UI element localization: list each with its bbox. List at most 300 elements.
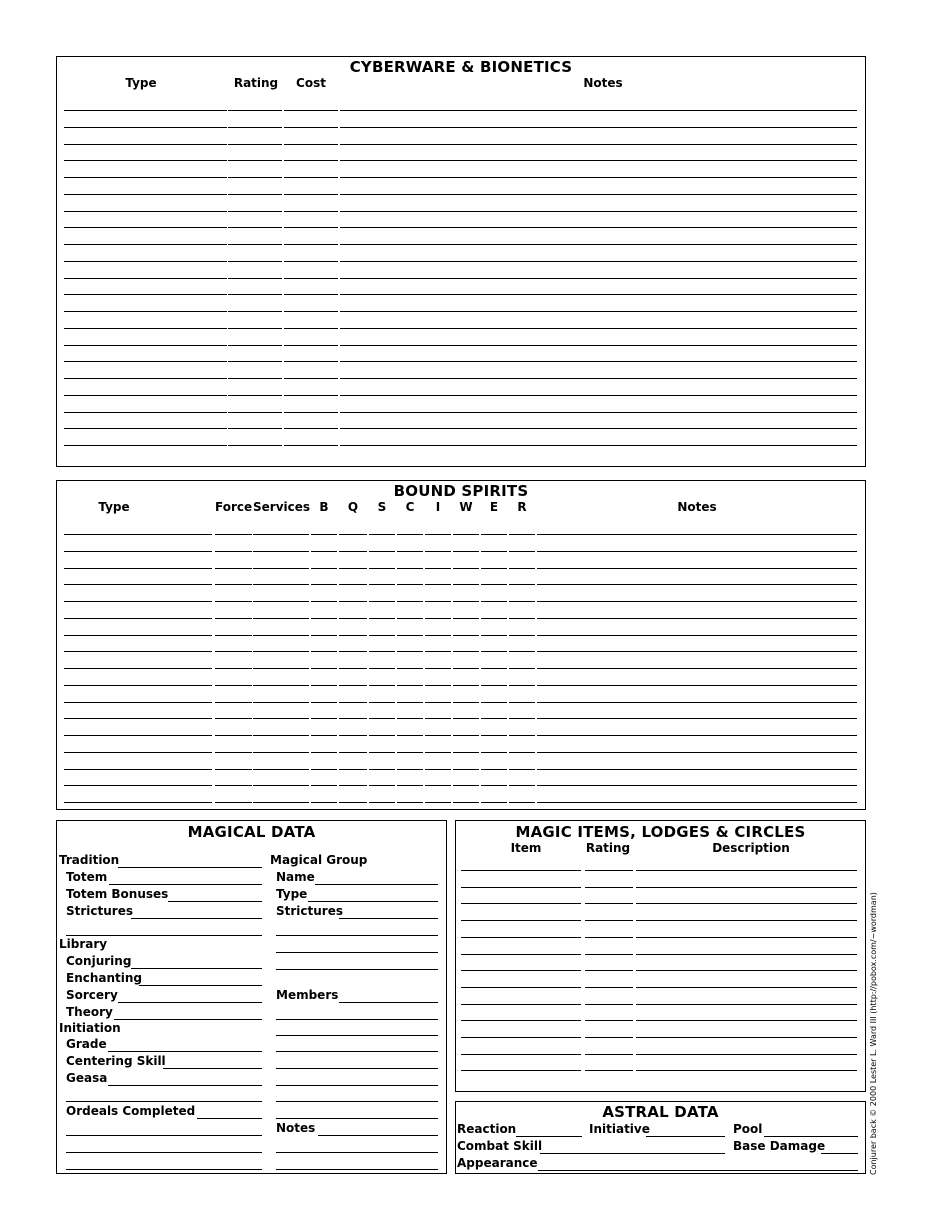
cyberware-notes-cell[interactable]	[340, 294, 857, 295]
spirits-e-cell[interactable]	[481, 752, 507, 753]
spirits-q-cell[interactable]	[339, 534, 367, 535]
items-description-cell[interactable]	[636, 870, 857, 871]
items-item-cell[interactable]	[461, 1037, 581, 1038]
cyberware-cost-cell[interactable]	[284, 127, 338, 128]
spirits-services-cell[interactable]	[253, 718, 309, 719]
spirits-e-cell[interactable]	[481, 718, 507, 719]
spirits-q-cell[interactable]	[339, 685, 367, 686]
spirits-w-cell[interactable]	[453, 735, 479, 736]
spirits-i-cell[interactable]	[425, 668, 451, 669]
spirits-i-cell[interactable]	[425, 584, 451, 585]
spirits-e-cell[interactable]	[481, 568, 507, 569]
items-item-cell[interactable]	[461, 937, 581, 938]
spirits-r-cell[interactable]	[509, 534, 535, 535]
spirits-services-cell[interactable]	[253, 702, 309, 703]
spirits-q-cell[interactable]	[339, 785, 367, 786]
spirits-q-cell[interactable]	[339, 635, 367, 636]
cyberware-notes-cell[interactable]	[340, 160, 857, 161]
spirits-w-cell[interactable]	[453, 584, 479, 585]
spirits-w-cell[interactable]	[453, 568, 479, 569]
cyberware-type-cell[interactable]	[64, 378, 227, 379]
cyberware-notes-cell[interactable]	[340, 110, 857, 111]
spirits-type-cell[interactable]	[64, 568, 212, 569]
spirits-r-cell[interactable]	[509, 685, 535, 686]
cyberware-cost-cell[interactable]	[284, 177, 338, 178]
items-description-cell[interactable]	[636, 1020, 857, 1021]
spirits-type-cell[interactable]	[64, 584, 212, 585]
cyberware-rating-cell[interactable]	[228, 311, 282, 312]
spirits-w-cell[interactable]	[453, 635, 479, 636]
spirits-r-cell[interactable]	[509, 718, 535, 719]
cyberware-notes-cell[interactable]	[340, 177, 857, 178]
spirits-q-cell[interactable]	[339, 752, 367, 753]
members-field[interactable]	[339, 1002, 438, 1003]
spirits-b-cell[interactable]	[311, 802, 337, 803]
spirits-b-cell[interactable]	[311, 601, 337, 602]
spirits-q-cell[interactable]	[339, 668, 367, 669]
initiative-field[interactable]	[646, 1136, 725, 1137]
cyberware-cost-cell[interactable]	[284, 278, 338, 279]
cyberware-type-cell[interactable]	[64, 412, 227, 413]
spirits-e-cell[interactable]	[481, 735, 507, 736]
spirits-s-cell[interactable]	[369, 534, 395, 535]
spirits-notes-cell[interactable]	[537, 635, 857, 636]
cyberware-rating-cell[interactable]	[228, 227, 282, 228]
spirits-q-cell[interactable]	[339, 702, 367, 703]
items-description-cell[interactable]	[636, 903, 857, 904]
spirits-c-cell[interactable]	[397, 785, 423, 786]
cyberware-type-cell[interactable]	[64, 328, 227, 329]
cyberware-rating-cell[interactable]	[228, 144, 282, 145]
spirits-services-cell[interactable]	[253, 668, 309, 669]
spirits-c-cell[interactable]	[397, 601, 423, 602]
spirits-c-cell[interactable]	[397, 568, 423, 569]
cyberware-cost-cell[interactable]	[284, 445, 338, 446]
members-extra-line[interactable]	[276, 1101, 438, 1102]
spirits-w-cell[interactable]	[453, 618, 479, 619]
cyberware-rating-cell[interactable]	[228, 345, 282, 346]
spirits-w-cell[interactable]	[453, 601, 479, 602]
items-item-cell[interactable]	[461, 1020, 581, 1021]
spirits-c-cell[interactable]	[397, 702, 423, 703]
group-strictures-extra-line[interactable]	[276, 952, 438, 953]
spirits-type-cell[interactable]	[64, 618, 212, 619]
cyberware-notes-cell[interactable]	[340, 211, 857, 212]
spirits-c-cell[interactable]	[397, 668, 423, 669]
spirits-b-cell[interactable]	[311, 534, 337, 535]
spirits-i-cell[interactable]	[425, 551, 451, 552]
items-description-cell[interactable]	[636, 920, 857, 921]
spirits-force-cell[interactable]	[215, 752, 252, 753]
spirits-q-cell[interactable]	[339, 568, 367, 569]
spirits-s-cell[interactable]	[369, 551, 395, 552]
reaction-field[interactable]	[516, 1136, 582, 1137]
spirits-c-cell[interactable]	[397, 802, 423, 803]
items-rating-cell[interactable]	[585, 870, 633, 871]
group-type-field[interactable]	[308, 901, 438, 902]
cyberware-rating-cell[interactable]	[228, 294, 282, 295]
spirits-force-cell[interactable]	[215, 618, 252, 619]
spirits-type-cell[interactable]	[64, 735, 212, 736]
spirits-i-cell[interactable]	[425, 802, 451, 803]
spirits-b-cell[interactable]	[311, 752, 337, 753]
members-extra-line[interactable]	[276, 1085, 438, 1086]
spirits-r-cell[interactable]	[509, 651, 535, 652]
ordeals-field-extra-1[interactable]	[66, 1135, 262, 1136]
spirits-c-cell[interactable]	[397, 735, 423, 736]
spirits-i-cell[interactable]	[425, 635, 451, 636]
cyberware-type-cell[interactable]	[64, 361, 227, 362]
items-item-cell[interactable]	[461, 1004, 581, 1005]
cyberware-cost-cell[interactable]	[284, 194, 338, 195]
spirits-s-cell[interactable]	[369, 735, 395, 736]
spirits-c-cell[interactable]	[397, 718, 423, 719]
cyberware-cost-cell[interactable]	[284, 361, 338, 362]
strictures-field-extra[interactable]	[66, 935, 262, 936]
ordeals-field[interactable]	[197, 1118, 262, 1119]
spirits-r-cell[interactable]	[509, 752, 535, 753]
spirits-e-cell[interactable]	[481, 584, 507, 585]
spirits-type-cell[interactable]	[64, 635, 212, 636]
spirits-q-cell[interactable]	[339, 718, 367, 719]
items-rating-cell[interactable]	[585, 1054, 633, 1055]
cyberware-type-cell[interactable]	[64, 144, 227, 145]
cyberware-cost-cell[interactable]	[284, 144, 338, 145]
spirits-s-cell[interactable]	[369, 785, 395, 786]
items-rating-cell[interactable]	[585, 903, 633, 904]
items-rating-cell[interactable]	[585, 970, 633, 971]
spirits-notes-cell[interactable]	[537, 769, 857, 770]
cyberware-type-cell[interactable]	[64, 294, 227, 295]
cyberware-notes-cell[interactable]	[340, 261, 857, 262]
spirits-notes-cell[interactable]	[537, 534, 857, 535]
spirits-services-cell[interactable]	[253, 785, 309, 786]
spirits-c-cell[interactable]	[397, 534, 423, 535]
spirits-services-cell[interactable]	[253, 568, 309, 569]
spirits-services-cell[interactable]	[253, 752, 309, 753]
spirits-notes-cell[interactable]	[537, 584, 857, 585]
spirits-c-cell[interactable]	[397, 769, 423, 770]
base-damage-field[interactable]	[821, 1153, 858, 1154]
items-item-cell[interactable]	[461, 903, 581, 904]
spirits-i-cell[interactable]	[425, 534, 451, 535]
items-rating-cell[interactable]	[585, 954, 633, 955]
spirits-s-cell[interactable]	[369, 618, 395, 619]
group-notes-field[interactable]	[318, 1135, 438, 1136]
cyberware-type-cell[interactable]	[64, 160, 227, 161]
items-description-cell[interactable]	[636, 987, 857, 988]
spirits-i-cell[interactable]	[425, 785, 451, 786]
theory-field[interactable]	[114, 1019, 262, 1020]
spirits-force-cell[interactable]	[215, 785, 252, 786]
cyberware-cost-cell[interactable]	[284, 211, 338, 212]
cyberware-type-cell[interactable]	[64, 278, 227, 279]
spirits-q-cell[interactable]	[339, 735, 367, 736]
spirits-services-cell[interactable]	[253, 685, 309, 686]
cyberware-notes-cell[interactable]	[340, 395, 857, 396]
spirits-r-cell[interactable]	[509, 635, 535, 636]
centering-field[interactable]	[163, 1068, 262, 1069]
items-rating-cell[interactable]	[585, 1004, 633, 1005]
cyberware-rating-cell[interactable]	[228, 160, 282, 161]
cyberware-type-cell[interactable]	[64, 261, 227, 262]
spirits-services-cell[interactable]	[253, 551, 309, 552]
items-item-cell[interactable]	[461, 970, 581, 971]
cyberware-type-cell[interactable]	[64, 445, 227, 446]
items-rating-cell[interactable]	[585, 887, 633, 888]
spirits-c-cell[interactable]	[397, 635, 423, 636]
spirits-w-cell[interactable]	[453, 534, 479, 535]
cyberware-type-cell[interactable]	[64, 428, 227, 429]
spirits-force-cell[interactable]	[215, 735, 252, 736]
items-item-cell[interactable]	[461, 987, 581, 988]
spirits-notes-cell[interactable]	[537, 735, 857, 736]
spirits-type-cell[interactable]	[64, 702, 212, 703]
spirits-s-cell[interactable]	[369, 635, 395, 636]
spirits-b-cell[interactable]	[311, 735, 337, 736]
spirits-notes-cell[interactable]	[537, 685, 857, 686]
items-item-cell[interactable]	[461, 870, 581, 871]
spirits-r-cell[interactable]	[509, 601, 535, 602]
spirits-s-cell[interactable]	[369, 651, 395, 652]
cyberware-cost-cell[interactable]	[284, 110, 338, 111]
spirits-w-cell[interactable]	[453, 785, 479, 786]
spirits-force-cell[interactable]	[215, 551, 252, 552]
cyberware-rating-cell[interactable]	[228, 361, 282, 362]
cyberware-rating-cell[interactable]	[228, 211, 282, 212]
spirits-c-cell[interactable]	[397, 651, 423, 652]
spirits-q-cell[interactable]	[339, 802, 367, 803]
spirits-w-cell[interactable]	[453, 769, 479, 770]
spirits-notes-cell[interactable]	[537, 718, 857, 719]
spirits-b-cell[interactable]	[311, 568, 337, 569]
cyberware-rating-cell[interactable]	[228, 428, 282, 429]
spirits-r-cell[interactable]	[509, 702, 535, 703]
cyberware-rating-cell[interactable]	[228, 127, 282, 128]
items-description-cell[interactable]	[636, 970, 857, 971]
spirits-force-cell[interactable]	[215, 718, 252, 719]
cyberware-cost-cell[interactable]	[284, 261, 338, 262]
spirits-r-cell[interactable]	[509, 618, 535, 619]
spirits-type-cell[interactable]	[64, 752, 212, 753]
pool-field[interactable]	[764, 1136, 858, 1137]
spirits-e-cell[interactable]	[481, 651, 507, 652]
cyberware-type-cell[interactable]	[64, 311, 227, 312]
cyberware-rating-cell[interactable]	[228, 378, 282, 379]
spirits-notes-cell[interactable]	[537, 752, 857, 753]
spirits-r-cell[interactable]	[509, 785, 535, 786]
items-description-cell[interactable]	[636, 937, 857, 938]
spirits-notes-cell[interactable]	[537, 601, 857, 602]
spirits-c-cell[interactable]	[397, 685, 423, 686]
spirits-b-cell[interactable]	[311, 718, 337, 719]
cyberware-notes-cell[interactable]	[340, 311, 857, 312]
spirits-q-cell[interactable]	[339, 601, 367, 602]
spirits-i-cell[interactable]	[425, 718, 451, 719]
cyberware-notes-cell[interactable]	[340, 361, 857, 362]
spirits-force-cell[interactable]	[215, 568, 252, 569]
spirits-w-cell[interactable]	[453, 802, 479, 803]
spirits-i-cell[interactable]	[425, 752, 451, 753]
cyberware-notes-cell[interactable]	[340, 378, 857, 379]
spirits-notes-cell[interactable]	[537, 551, 857, 552]
cyberware-cost-cell[interactable]	[284, 428, 338, 429]
spirits-force-cell[interactable]	[215, 635, 252, 636]
spirits-i-cell[interactable]	[425, 601, 451, 602]
conjuring-field[interactable]	[131, 968, 262, 969]
items-rating-cell[interactable]	[585, 1037, 633, 1038]
items-item-cell[interactable]	[461, 920, 581, 921]
cyberware-rating-cell[interactable]	[228, 395, 282, 396]
items-item-cell[interactable]	[461, 887, 581, 888]
sorcery-field[interactable]	[118, 1002, 262, 1003]
group-notes-extra-2[interactable]	[276, 1169, 438, 1170]
spirits-s-cell[interactable]	[369, 752, 395, 753]
spirits-services-cell[interactable]	[253, 601, 309, 602]
spirits-e-cell[interactable]	[481, 635, 507, 636]
members-extra-line[interactable]	[276, 1019, 438, 1020]
cyberware-notes-cell[interactable]	[340, 144, 857, 145]
cyberware-notes-cell[interactable]	[340, 412, 857, 413]
cyberware-type-cell[interactable]	[64, 244, 227, 245]
totem-bonuses-field[interactable]	[168, 901, 262, 902]
members-extra-line[interactable]	[276, 1051, 438, 1052]
spirits-r-cell[interactable]	[509, 568, 535, 569]
spirits-s-cell[interactable]	[369, 702, 395, 703]
combat-skill-field[interactable]	[540, 1153, 725, 1154]
spirits-e-cell[interactable]	[481, 618, 507, 619]
spirits-c-cell[interactable]	[397, 752, 423, 753]
spirits-services-cell[interactable]	[253, 769, 309, 770]
members-extra-line[interactable]	[276, 1035, 438, 1036]
spirits-e-cell[interactable]	[481, 601, 507, 602]
spirits-i-cell[interactable]	[425, 769, 451, 770]
cyberware-cost-cell[interactable]	[284, 328, 338, 329]
spirits-notes-cell[interactable]	[537, 568, 857, 569]
items-item-cell[interactable]	[461, 1070, 581, 1071]
cyberware-type-cell[interactable]	[64, 345, 227, 346]
cyberware-type-cell[interactable]	[64, 395, 227, 396]
items-description-cell[interactable]	[636, 1054, 857, 1055]
spirits-r-cell[interactable]	[509, 584, 535, 585]
cyberware-cost-cell[interactable]	[284, 294, 338, 295]
spirits-notes-cell[interactable]	[537, 668, 857, 669]
spirits-q-cell[interactable]	[339, 584, 367, 585]
grade-field[interactable]	[108, 1051, 262, 1052]
spirits-type-cell[interactable]	[64, 718, 212, 719]
cyberware-type-cell[interactable]	[64, 110, 227, 111]
spirits-s-cell[interactable]	[369, 718, 395, 719]
spirits-type-cell[interactable]	[64, 668, 212, 669]
spirits-type-cell[interactable]	[64, 685, 212, 686]
geasa-field-extra[interactable]	[66, 1101, 262, 1102]
spirits-b-cell[interactable]	[311, 785, 337, 786]
items-description-cell[interactable]	[636, 1004, 857, 1005]
spirits-e-cell[interactable]	[481, 551, 507, 552]
spirits-q-cell[interactable]	[339, 551, 367, 552]
spirits-force-cell[interactable]	[215, 584, 252, 585]
group-notes-extra-1[interactable]	[276, 1152, 438, 1153]
cyberware-cost-cell[interactable]	[284, 345, 338, 346]
spirits-s-cell[interactable]	[369, 668, 395, 669]
spirits-services-cell[interactable]	[253, 618, 309, 619]
spirits-e-cell[interactable]	[481, 802, 507, 803]
items-rating-cell[interactable]	[585, 987, 633, 988]
cyberware-notes-cell[interactable]	[340, 328, 857, 329]
enchanting-field[interactable]	[139, 985, 262, 986]
spirits-i-cell[interactable]	[425, 651, 451, 652]
appearance-field[interactable]	[538, 1170, 858, 1171]
spirits-type-cell[interactable]	[64, 534, 212, 535]
spirits-w-cell[interactable]	[453, 752, 479, 753]
spirits-services-cell[interactable]	[253, 735, 309, 736]
spirits-i-cell[interactable]	[425, 568, 451, 569]
spirits-c-cell[interactable]	[397, 551, 423, 552]
cyberware-rating-cell[interactable]	[228, 261, 282, 262]
cyberware-rating-cell[interactable]	[228, 177, 282, 178]
spirits-w-cell[interactable]	[453, 685, 479, 686]
spirits-e-cell[interactable]	[481, 702, 507, 703]
spirits-notes-cell[interactable]	[537, 702, 857, 703]
spirits-b-cell[interactable]	[311, 651, 337, 652]
geasa-field[interactable]	[108, 1085, 262, 1086]
cyberware-notes-cell[interactable]	[340, 428, 857, 429]
spirits-notes-cell[interactable]	[537, 651, 857, 652]
spirits-b-cell[interactable]	[311, 668, 337, 669]
cyberware-cost-cell[interactable]	[284, 395, 338, 396]
cyberware-notes-cell[interactable]	[340, 278, 857, 279]
spirits-notes-cell[interactable]	[537, 802, 857, 803]
spirits-notes-cell[interactable]	[537, 618, 857, 619]
ordeals-field-extra-2[interactable]	[66, 1152, 262, 1153]
spirits-force-cell[interactable]	[215, 802, 252, 803]
cyberware-cost-cell[interactable]	[284, 412, 338, 413]
spirits-type-cell[interactable]	[64, 551, 212, 552]
cyberware-rating-cell[interactable]	[228, 244, 282, 245]
cyberware-type-cell[interactable]	[64, 127, 227, 128]
spirits-type-cell[interactable]	[64, 785, 212, 786]
spirits-services-cell[interactable]	[253, 802, 309, 803]
cyberware-cost-cell[interactable]	[284, 378, 338, 379]
group-name-field[interactable]	[315, 884, 438, 885]
spirits-s-cell[interactable]	[369, 584, 395, 585]
cyberware-rating-cell[interactable]	[228, 412, 282, 413]
cyberware-cost-cell[interactable]	[284, 244, 338, 245]
cyberware-type-cell[interactable]	[64, 227, 227, 228]
spirits-w-cell[interactable]	[453, 702, 479, 703]
spirits-services-cell[interactable]	[253, 651, 309, 652]
spirits-e-cell[interactable]	[481, 785, 507, 786]
members-extra-line[interactable]	[276, 1068, 438, 1069]
items-rating-cell[interactable]	[585, 1070, 633, 1071]
spirits-r-cell[interactable]	[509, 668, 535, 669]
spirits-services-cell[interactable]	[253, 635, 309, 636]
spirits-r-cell[interactable]	[509, 769, 535, 770]
cyberware-notes-cell[interactable]	[340, 127, 857, 128]
spirits-i-cell[interactable]	[425, 735, 451, 736]
cyberware-notes-cell[interactable]	[340, 244, 857, 245]
items-description-cell[interactable]	[636, 887, 857, 888]
spirits-force-cell[interactable]	[215, 534, 252, 535]
spirits-services-cell[interactable]	[253, 534, 309, 535]
cyberware-rating-cell[interactable]	[228, 194, 282, 195]
cyberware-cost-cell[interactable]	[284, 160, 338, 161]
spirits-i-cell[interactable]	[425, 685, 451, 686]
items-description-cell[interactable]	[636, 954, 857, 955]
spirits-force-cell[interactable]	[215, 651, 252, 652]
cyberware-rating-cell[interactable]	[228, 445, 282, 446]
spirits-c-cell[interactable]	[397, 618, 423, 619]
